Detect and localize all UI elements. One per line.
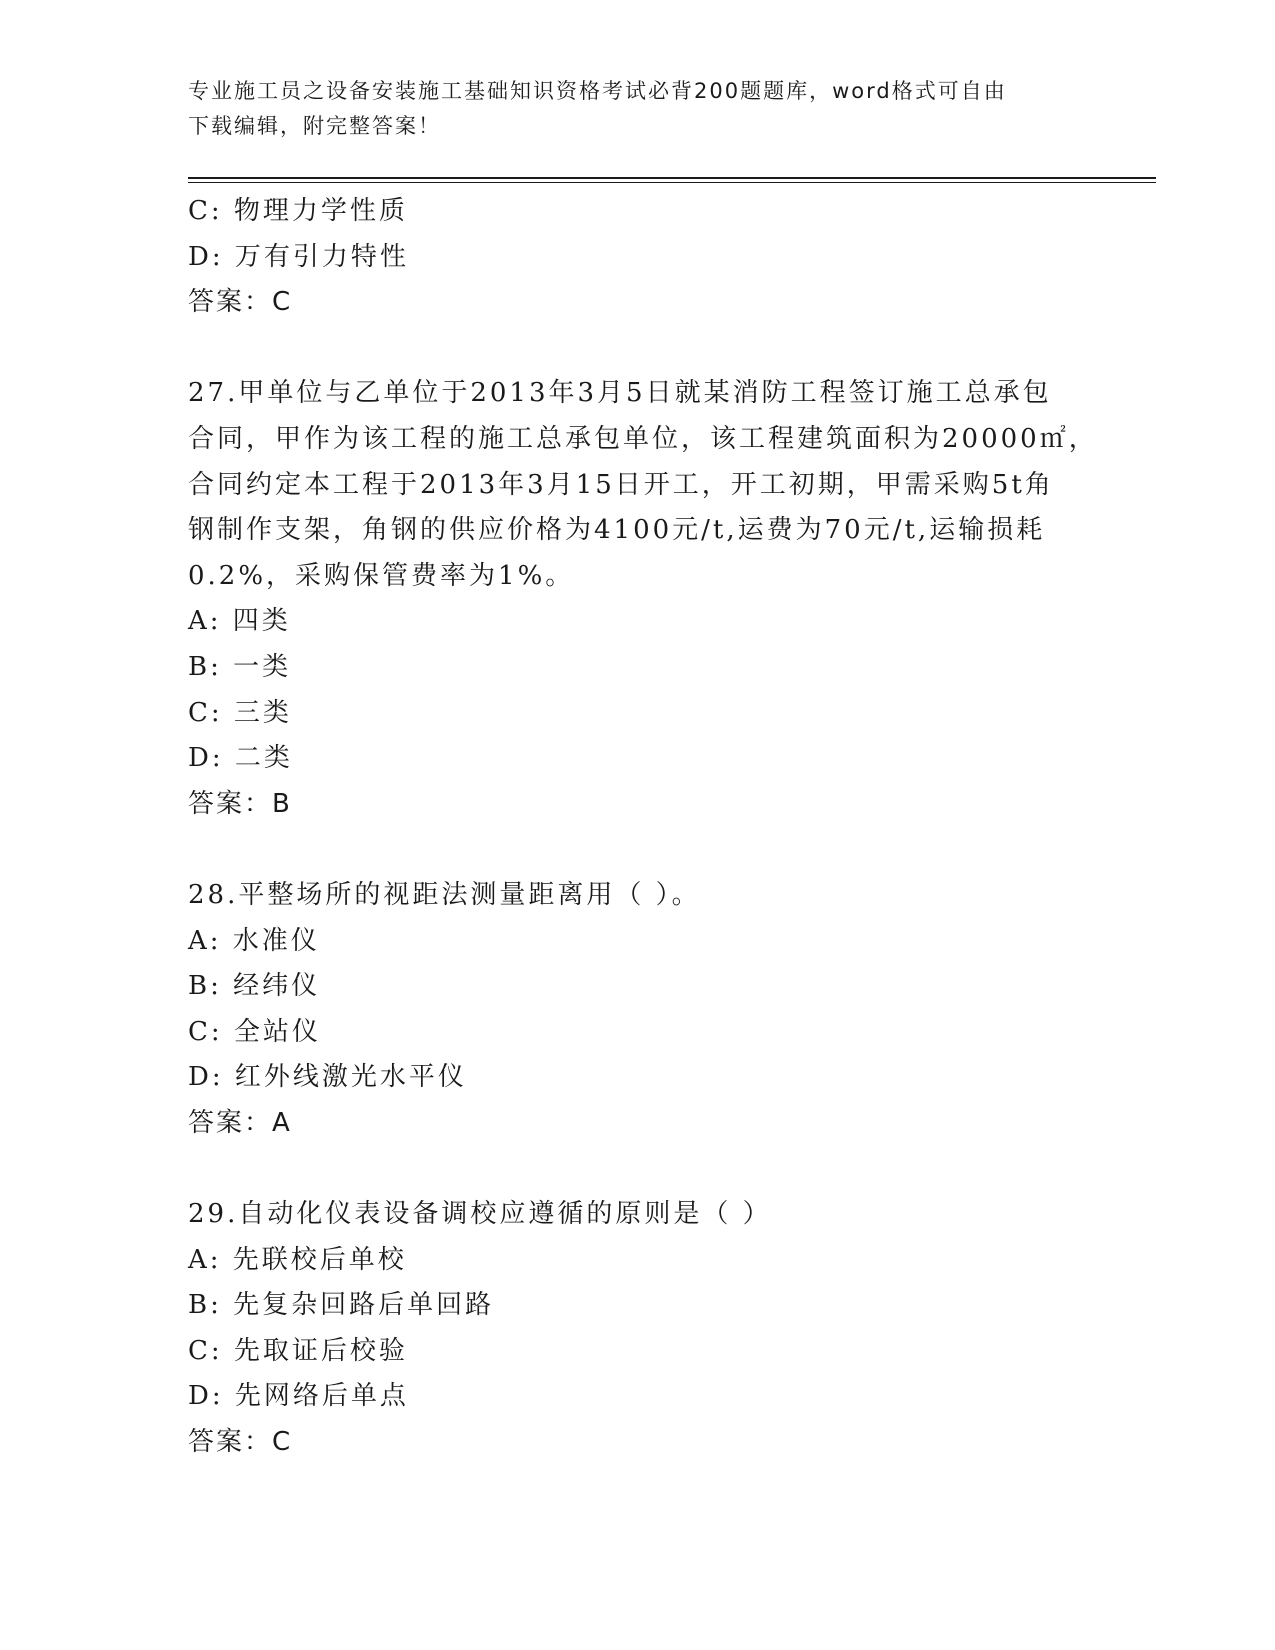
answer: 答案：C [188,287,293,318]
question-28 [188,873,1088,1147]
answer: 答案：C [188,1427,293,1458]
option-b: B: 先复杂回路后单回路 [188,1290,495,1321]
spacer [188,827,1088,873]
option-c: C: 三类 [188,697,292,728]
question-27 [188,371,1098,827]
option-c: C: 物理力学性质 [188,196,408,226]
option-c: C: 先取证后校验 [188,1335,408,1366]
question-list [188,189,1098,1466]
page-header [188,74,1088,144]
spacer [188,1146,1088,1192]
question-29 [188,1192,1088,1466]
answer: 答案：B [188,788,292,819]
option-d: D: 万有引力特性 [188,241,409,272]
question-stem-line: 27.甲单位与乙单位于2013年3月5日就某消防工程签订施工总承包 [188,378,1052,409]
option-d: D: 先网络后单点 [188,1381,409,1412]
question-stem-line: 合同约定本工程于2013年3月15日开工，开工初期，甲需采购5t角 [188,469,1054,500]
option-d: D: 红外线激光水平仪 [188,1062,467,1093]
option-d: D: 二类 [188,743,293,774]
question-stem-line: 合同，甲作为该工程的施工总承包单位，该工程建筑面积为20000㎡， [188,423,1098,454]
question-stem-line: 0.2%，采购保管费率为1%。 [188,560,575,591]
option-a: A: 先联校后单校 [188,1244,407,1275]
option-a: A: 水准仪 [188,925,320,956]
option-b: B: 经纬仪 [188,971,321,1002]
option-c: C: 全站仪 [188,1016,321,1047]
spacer [188,326,1088,372]
question-stem: 29.自动化仪表设备调校应遵循的原则是（ ） [188,1199,772,1230]
header-line-1: 专业施工员之设备安装施工基础知识资格考试必背200题题库，word格式可自由 [188,79,1007,103]
header-line-2: 下载编辑，附完整答案！ [188,114,441,138]
header-divider-thin [188,182,1156,183]
question-26-tail [188,189,1088,326]
question-stem-line: 钢制作支架，角钢的供应价格为4100元/t,运费为70元/t,运输损耗 [188,515,1046,546]
question-stem: 28.平整场所的视距法测量距离用（ ）。 [188,879,701,910]
option-b: B: 一类 [188,651,292,682]
header-divider-thick [188,177,1156,179]
option-a: A: 四类 [188,606,291,637]
answer: 答案：A [188,1107,292,1138]
